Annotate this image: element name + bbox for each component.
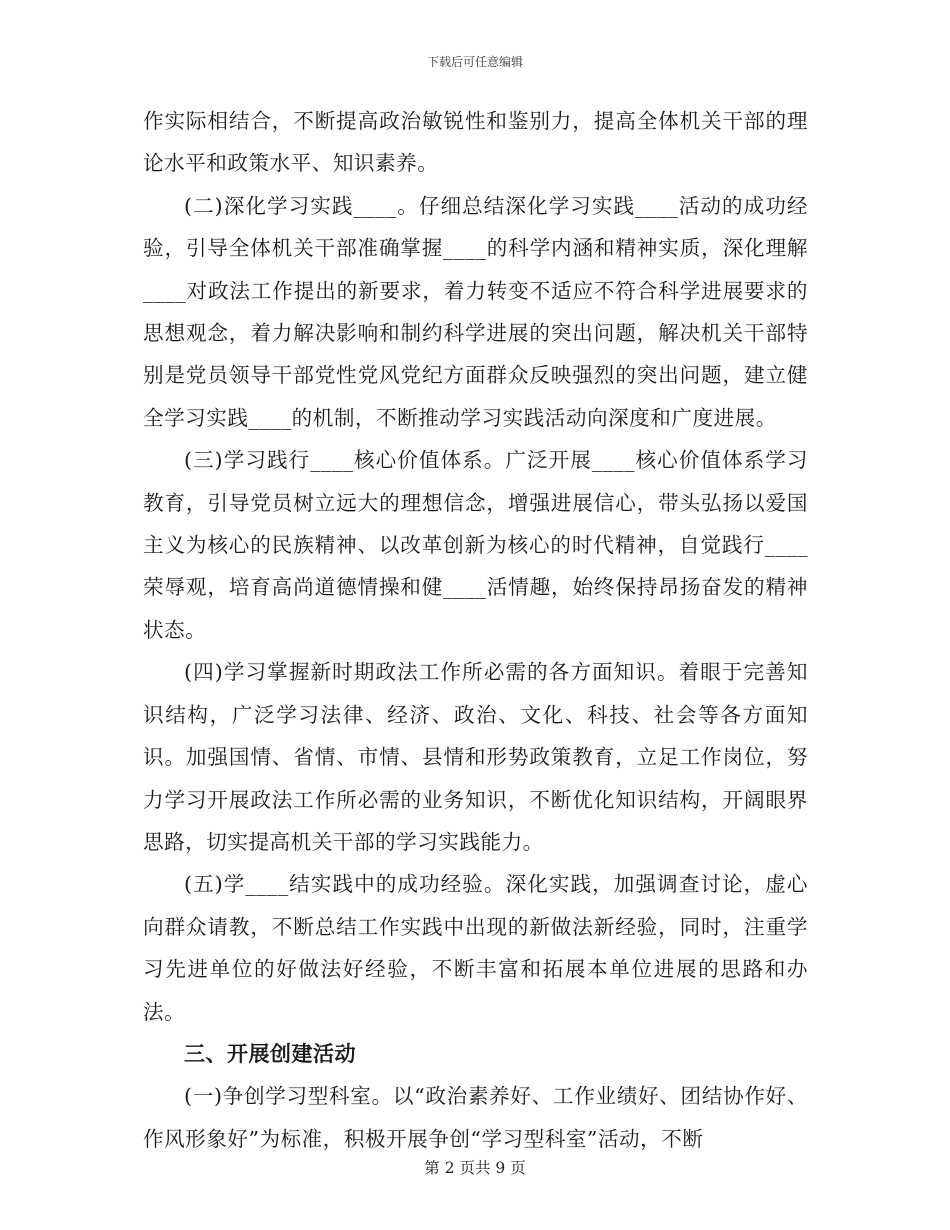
paragraph-section-4: (四)学习掌握新时期政法工作所必需的各方面知识。着眼于完善知识结构，广泛学习法律、经济、政治、文化、科技、社会等各方面知识。加强国情、省情、市情、县情和形势政策教育，立足工作岗位，努力学习开展政法工作所必需的业务知识，不断优化知识结构，开阔眼界思路，切实提高机关干部的学习实践能力。: [143, 660, 808, 854]
paragraph-section-2: (二)深化学习实践____。仔细总结深化学习实践____活动的成功经验，引导全体机关干部准确掌握____的科学内涵和精神实质，深化理解____对政法工作提出的新要求，着力转变不适应不符合科学进展要求的思想观念，着力解决影响和制约科学进展的突出问题，解决机关干部特别是党员领导干部党性党风党纪方面群众反映强烈的突出问题，建立健全学习实践____的机制，不断推动学习实践活动向深度和广度进展。: [143, 193, 808, 430]
paragraph-section-3: (三)学习践行____核心价值体系。广泛开展____核心价值体系学习教育，引导党员树立远大的理想信念，增强进展信心，带头弘扬以爱国主义为核心的民族精神、以改革创新为核心的时代精神，自觉践行____荣辱观，培育高尚道德情操和健____活情趣，始终保持昂扬奋发的精神状态。: [143, 448, 808, 642]
paragraph-section-5: (五)学____结实践中的成功经验。深化实践，加强调查讨论，虚心向群众请教，不断总结工作实践中出现的新做法新经验，同时，注重学习先进单位的好做法好经验，不断丰富和拓展本单位进展的思路和办法。: [143, 872, 808, 1024]
document-body: [143, 100, 808, 1160]
header-note: 下载后可任意编辑: [426, 55, 523, 69]
paragraph-continued: 作实际相结合，不断提高政治敏锐性和鉴别力，提高全体机关干部的理论水平和政策水平、知识素养。: [143, 109, 808, 176]
page-number: 第 2 页共 9 页: [424, 1159, 526, 1177]
section-heading-3: 三、开展创建活动: [184, 1040, 356, 1066]
paragraph-subsection-1: (一)争创学习型科室。以“政治素养好、工作业绩好、团结协作好、作风形象好”为标准，积极开展争创“学习型科室”活动，不断: [143, 1084, 808, 1151]
